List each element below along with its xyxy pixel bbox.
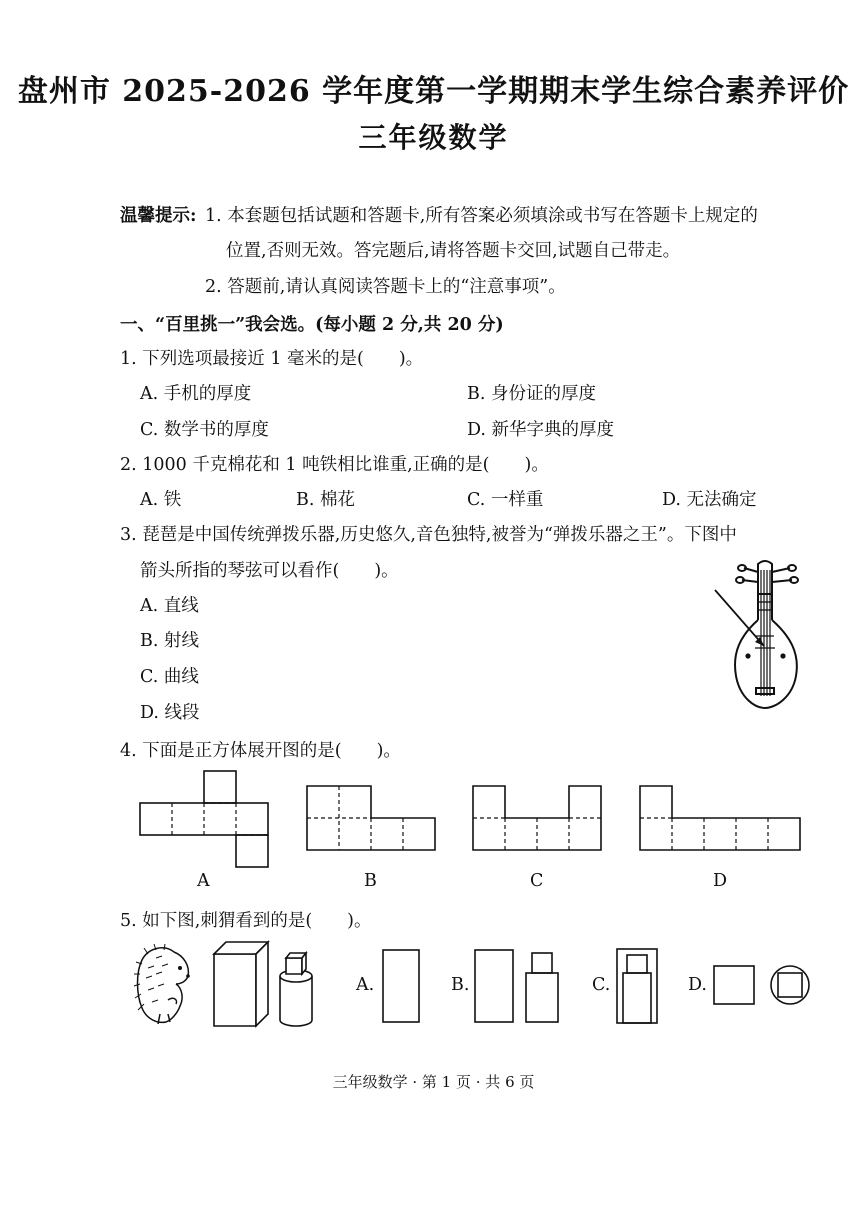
q3-option-b: B. 射线: [140, 631, 199, 651]
q4-stem: 4. 下面是正方体展开图的是( )。: [120, 741, 401, 761]
notice-label: 温馨提示:: [120, 206, 197, 226]
cube-net-d: [640, 786, 802, 852]
q2-option-b: B. 棉花: [296, 490, 355, 510]
q4-label-c: C: [530, 871, 544, 891]
q1-option-a: A. 手机的厚度: [140, 384, 252, 404]
q3-option-a: A. 直线: [140, 596, 199, 616]
q5-view-a: [382, 949, 422, 1025]
q5-label-b: B.: [451, 975, 470, 995]
q5-stem: 5. 如下图,刺猬看到的是( )。: [120, 911, 372, 931]
cube-net-a: [140, 771, 272, 867]
q2-stem: 2. 1000 千克棉花和 1 吨铁相比谁重,正确的是( )。: [120, 455, 549, 475]
q2-option-d: D. 无法确定: [662, 490, 757, 510]
q3-option-d: D. 线段: [140, 703, 200, 723]
q5-view-c: [615, 947, 661, 1027]
hedgehog-icon: [134, 944, 196, 1026]
q2-option-a: A. 铁: [140, 490, 182, 510]
q5-label-d: D.: [688, 975, 707, 995]
q1-stem: 1. 下列选项最接近 1 毫米的是( )。: [120, 349, 424, 369]
pipa-figure: [700, 558, 830, 728]
cube-net-b: [307, 786, 437, 852]
q5-label-c: C.: [592, 975, 611, 995]
q1-option-d: D. 新华字典的厚度: [467, 420, 615, 440]
q1-option-b: B. 身份证的厚度: [467, 384, 596, 404]
q3-option-c: C. 曲线: [140, 667, 199, 687]
q5-view-b: [474, 949, 564, 1025]
q5-view-d: [712, 964, 816, 1008]
page-footer: 三年级数学 · 第 1 页 · 共 6 页: [332, 1073, 535, 1091]
section-1-heading: 一、“百里挑一”我会选。(每小题 2 分,共 20 分): [120, 315, 504, 335]
notice-line-1: 1. 本套题包括试题和答题卡,所有答案必须填涂或书写在答题卡上规定的: [205, 206, 758, 226]
q2-option-c: C. 一样重: [467, 490, 544, 510]
notice-line-3: 2. 答题前,请认真阅读答题卡上的“注意事项”。: [205, 277, 566, 297]
q5-label-a: A.: [356, 975, 375, 995]
notice-line-2: 位置,否则无效。答完题后,请将答题卡交回,试题自己带走。: [226, 241, 681, 261]
cube-net-c: [473, 786, 603, 852]
q1-option-c: C. 数学书的厚度: [140, 420, 269, 440]
q4-label-b: B: [364, 871, 377, 891]
exam-subtitle: 三年级数学: [358, 121, 509, 154]
solids-figure: [212, 940, 322, 1030]
q4-label-a: A: [197, 871, 210, 891]
q3-stem-line-1: 3. 琵琶是中国传统弹拨乐器,历史悠久,音色独特,被誉为“弹拨乐器之王”。下图中: [120, 525, 737, 545]
q3-stem-line-2: 箭头所指的琴弦可以看作( )。: [140, 561, 399, 581]
exam-title: 盘州市 2025-2026 学年度第一学期期末学生综合素养评价: [17, 74, 850, 109]
q4-label-d: D: [713, 871, 728, 891]
